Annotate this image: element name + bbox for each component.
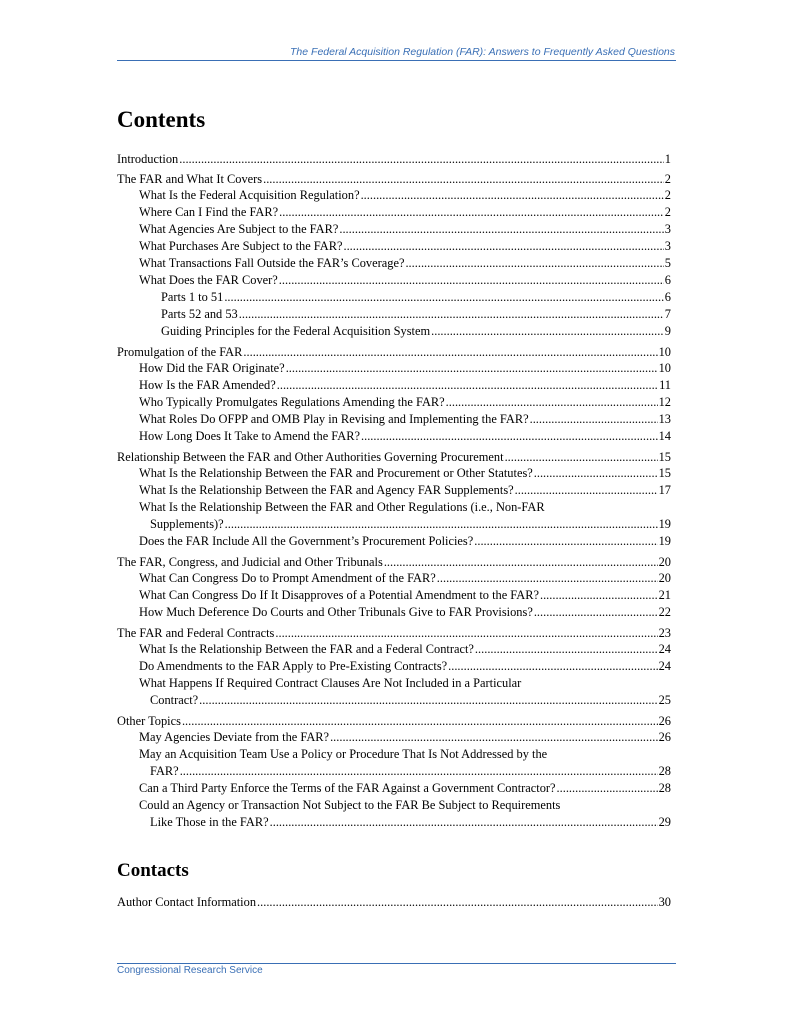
toc-entry[interactable]	[117, 797, 671, 831]
footer-rule	[117, 963, 676, 964]
toc-entry-page: 2	[664, 205, 671, 219]
toc-entry-title: Parts 52 and 53	[161, 307, 238, 321]
toc-entry-page: 3	[664, 239, 671, 253]
toc-entry[interactable]	[117, 360, 671, 377]
toc-entry-page: 26	[658, 714, 671, 728]
toc-entry-title: What Is the Relationship Between the FAR and Agency FAR Supplements?	[139, 483, 514, 497]
contacts-list	[117, 895, 671, 910]
toc-entry-title: Promulgation of the FAR	[117, 345, 243, 359]
toc-entry-page: 28	[658, 764, 671, 778]
toc-entry-page: 2	[664, 172, 671, 186]
toc-entry-title: Can a Third Party Enforce the Terms of the FAR Against a Government Contractor?	[139, 781, 556, 795]
toc-entry-introduction[interactable]	[117, 152, 671, 167]
toc-entry[interactable]	[117, 394, 671, 411]
toc-entry-page: 17	[658, 483, 671, 497]
contents-heading: Contents	[117, 107, 206, 132]
toc-entry-title: Parts 1 to 51	[161, 290, 224, 304]
toc-entry-page: 22	[658, 605, 671, 619]
toc-subentry[interactable]	[117, 306, 671, 323]
toc-entry-page: 5	[664, 256, 671, 270]
toc-entry[interactable]	[117, 187, 671, 204]
toc-entry-title: Introduction	[117, 152, 179, 166]
toc-section-other-topics[interactable]	[117, 714, 671, 729]
toc-entry-page: 14	[658, 429, 671, 443]
toc-entry-page: 12	[658, 395, 671, 409]
toc-entry[interactable]	[117, 604, 671, 621]
footer-label: Congressional Research Service	[117, 965, 263, 976]
toc-entry-title: May Agencies Deviate from the FAR?	[139, 730, 330, 744]
toc-entry[interactable]	[117, 746, 671, 780]
toc-entry[interactable]	[117, 533, 671, 550]
toc-entry-title-continued: Contract?	[150, 693, 199, 707]
toc-entry-title: The FAR, Congress, and Judicial and Other Tribunals	[117, 555, 383, 569]
toc-entry-title: The FAR and What It Covers	[117, 172, 263, 186]
toc-entry-title: Could an Agency or Transaction Not Subject to the FAR Be Subject to Requirements	[139, 798, 561, 812]
toc-entry-title: Where Can I Find the FAR?	[139, 205, 279, 219]
toc-entry[interactable]	[117, 658, 671, 675]
toc-entry[interactable]	[117, 272, 671, 289]
toc-section-far-coverage[interactable]	[117, 172, 671, 187]
toc-section-relationship[interactable]	[117, 450, 671, 465]
toc-entry[interactable]	[117, 465, 671, 482]
toc-entry-title: Other Topics	[117, 714, 181, 728]
toc-entry-title: What Is the Federal Acquisition Regulation?	[139, 188, 360, 202]
toc-entry-page: 21	[658, 588, 671, 602]
toc-entry[interactable]	[117, 570, 671, 587]
toc-entry-page: 24	[658, 659, 671, 673]
toc-entry-page: 2	[664, 188, 671, 202]
toc-subentry[interactable]	[117, 289, 671, 306]
toc-entry-title-continued: Supplements)?	[150, 517, 224, 531]
toc-entry-title: What Roles Do OFPP and OMB Play in Revising and Implementing the FAR?	[139, 412, 529, 426]
toc-entry-title: What Does the FAR Cover?	[139, 273, 278, 287]
toc-entry-page: 7	[664, 307, 671, 321]
toc-entry-page: 11	[659, 378, 671, 392]
toc-entry-page: 10	[658, 361, 671, 375]
toc-entry[interactable]	[117, 255, 671, 272]
toc-entry[interactable]	[117, 587, 671, 604]
toc-entry-title: Author Contact Information	[117, 895, 257, 909]
toc-entry-title: What Agencies Are Subject to the FAR?	[139, 222, 339, 236]
toc-section-federal-contracts[interactable]	[117, 626, 671, 641]
toc-entry-page: 10	[658, 345, 671, 359]
toc-entry-title-continued: FAR?	[150, 764, 179, 778]
toc-entry-title: Guiding Principles for the Federal Acquisition System	[161, 324, 431, 338]
toc-entry-page: 9	[664, 324, 671, 338]
toc-entry[interactable]	[117, 675, 671, 709]
contacts-heading: Contacts	[117, 860, 189, 881]
toc-entry-page: 24	[658, 642, 671, 656]
toc-entry-title: Relationship Between the FAR and Other Authorities Governing Procurement	[117, 450, 504, 464]
toc-entry-title: How Much Deference Do Courts and Other Tribunals Give to FAR Provisions?	[139, 605, 533, 619]
toc-entry-author-contact[interactable]	[117, 895, 671, 910]
toc-entry-title: Do Amendments to the FAR Apply to Pre-Existing Contracts?	[139, 659, 448, 673]
toc-entry[interactable]	[117, 780, 671, 797]
toc-entry-title: What Transactions Fall Outside the FAR’s Coverage?	[139, 256, 405, 270]
toc-entry-title: What Happens If Required Contract Clauses Are Not Included in a Particular	[139, 676, 522, 690]
toc-entry-title: What Purchases Are Subject to the FAR?	[139, 239, 343, 253]
toc-entry-page: 29	[658, 815, 671, 829]
toc-entry-page: 13	[658, 412, 671, 426]
toc-subentry[interactable]	[117, 323, 671, 340]
toc-entry-title: What Is the Relationship Between the FAR and Other Regulations (i.e., Non-FAR	[139, 500, 545, 514]
running-head: The Federal Acquisition Regulation (FAR): Answers to Frequently Asked Questions	[290, 46, 675, 58]
header-rule	[117, 60, 676, 61]
toc-entry[interactable]	[117, 729, 671, 746]
toc-entry-page: 3	[664, 222, 671, 236]
toc-entry-title: Does the FAR Include All the Government’s Procurement Policies?	[139, 534, 474, 548]
toc-entry-page: 30	[658, 895, 671, 909]
toc-entry-title: What Is the Relationship Between the FAR and Procurement or Other Statutes?	[139, 466, 533, 480]
toc-entry-page: 1	[664, 152, 671, 166]
toc-entry-title: May an Acquisition Team Use a Policy or Procedure That Is Not Addressed by the	[139, 747, 548, 761]
table-of-contents	[117, 152, 671, 831]
toc-entry-page: 28	[658, 781, 671, 795]
toc-entry-page: 23	[658, 626, 671, 640]
toc-entry-page: 6	[664, 273, 671, 287]
toc-entry-page: 20	[658, 571, 671, 585]
toc-entry-page: 20	[658, 555, 671, 569]
toc-entry-page: 6	[664, 290, 671, 304]
toc-entry-page: 19	[658, 517, 671, 531]
toc-entry[interactable]	[117, 221, 671, 238]
toc-entry[interactable]	[117, 238, 671, 255]
toc-entry-page: 19	[658, 534, 671, 548]
toc-entry-page: 15	[658, 450, 671, 464]
toc-entry-title: What Can Congress Do to Prompt Amendment of the FAR?	[139, 571, 436, 585]
toc-entry-title: How Did the FAR Originate?	[139, 361, 285, 375]
toc-section-promulgation[interactable]	[117, 345, 671, 360]
toc-entry[interactable]	[117, 204, 671, 221]
toc-entry-page: 15	[658, 466, 671, 480]
toc-entry-title: What Can Congress Do If It Disapproves of a Potential Amendment to the FAR?	[139, 588, 539, 602]
toc-entry[interactable]	[117, 499, 671, 533]
toc-entry-title: How Is the FAR Amended?	[139, 378, 276, 392]
toc-entry[interactable]	[117, 428, 671, 445]
toc-entry[interactable]	[117, 641, 671, 658]
toc-section-congress-tribunals[interactable]	[117, 555, 671, 570]
toc-entry-title: How Long Does It Take to Amend the FAR?	[139, 429, 360, 443]
toc-entry-page: 26	[658, 730, 671, 744]
toc-entry-title: The FAR and Federal Contracts	[117, 626, 275, 640]
toc-entry[interactable]	[117, 482, 671, 499]
toc-entry-title: Who Typically Promulgates Regulations Amending the FAR?	[139, 395, 445, 409]
toc-entry-title: What Is the Relationship Between the FAR and a Federal Contract?	[139, 642, 474, 656]
toc-entry[interactable]	[117, 377, 671, 394]
toc-entry-title-continued: Like Those in the FAR?	[150, 815, 269, 829]
toc-entry-page: 25	[658, 693, 671, 707]
toc-entry[interactable]	[117, 411, 671, 428]
